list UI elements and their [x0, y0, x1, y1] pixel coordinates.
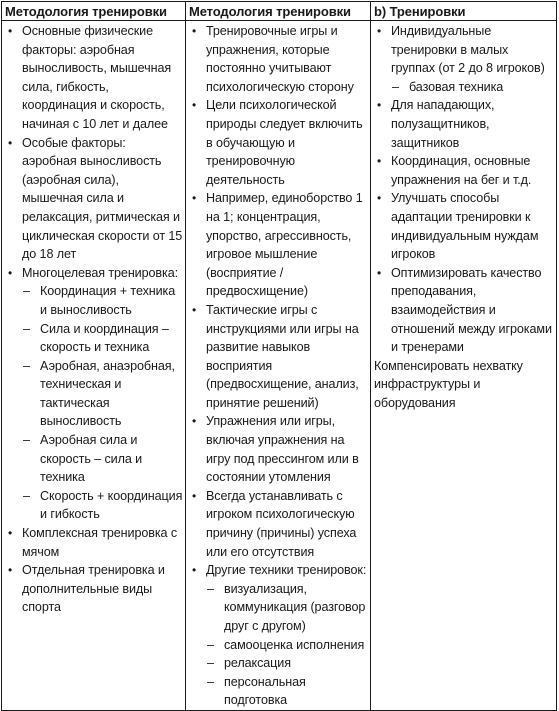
sub-list-item: – персональная подготовка: [186, 673, 368, 710]
item-list: [371, 21, 556, 412]
item-list: [2, 21, 185, 617]
list-item: • Для нападающих, полузащитников, защитников: [371, 96, 554, 152]
column-cell: [2, 21, 186, 711]
list-item: • Комплексная тренировка с мячом: [2, 524, 183, 561]
item-list: [186, 21, 370, 710]
list-item: • Например, единоборство 1 на 1; концентрация, упорство, агрессивность, игровое мышление (восприятие / предвосхищение): [186, 189, 368, 301]
column-cell: [185, 21, 370, 711]
sub-list-item: – Скорость + координация и гибкость: [2, 487, 183, 524]
sub-list-item: – самооценка исполнения: [186, 636, 368, 655]
training-methodology-table: [1, 1, 557, 711]
column-header: b) Тренировки: [370, 2, 556, 21]
list-item: • Улучшать способы адаптации тренировки к индивидуальным нуждам игроков: [371, 189, 554, 263]
list-item: • Индивидуальные тренировки в малых группах (от 2 до 8 игроков): [371, 22, 554, 78]
list-item: • Особые факторы: аэробная выносливость (аэробная сила), мышечная сила и релаксация, ритмическая и циклическая скорости от 15 до 18 лет: [2, 134, 183, 264]
table-body-row: [2, 21, 557, 711]
list-item: • Цели психологической природы следует включить в обучающую и тренировочную деятельность: [186, 96, 368, 189]
list-item: • Тактические игры с инструкциями или игры на развитие навыков восприятия (предвосхищение, анализ, принятие решений): [186, 301, 368, 413]
list-item: • Другие техники тренировок:: [186, 561, 368, 580]
list-item: • Отдельная тренировка и дополнительные виды спорта: [2, 561, 183, 617]
table-header-row: [2, 2, 557, 21]
sub-list-item: – Аэробная сила и скорость – сила и техника: [2, 431, 183, 487]
sub-list-item: – базовая техника: [371, 78, 554, 97]
list-item: • Многоцелевая тренировка:: [2, 264, 183, 283]
list-item: Компенсировать нехватку инфраструктуры и оборудования: [373, 358, 523, 410]
list-item: • Всегда устанавливать с игроком психологическую причину (причины) успеха или его отсутствия: [186, 487, 368, 561]
sub-list-item: – Аэробная, анаэробная, техническая и тактическая выносливость: [2, 357, 183, 431]
sub-list-item: – Сила и координация – скорость и техника: [2, 320, 183, 357]
sub-list-item: – релаксация: [186, 654, 368, 673]
list-item: • Упражнения или игры, включая упражнения на игру под прессингом или в состоянии утомления: [186, 412, 368, 486]
list-item: • Основные физические факторы: аэробная выносливость, мышечная сила, гибкость, координация и скорость, начиная с 10 лет и далее: [2, 22, 183, 134]
list-item: • Оптимизировать качество преподавания, взаимодействия и отношений между игроками и тренерами: [371, 264, 554, 357]
list-item: • Координация, основные упражнения на бег и т.д.: [371, 152, 554, 189]
column-cell: [370, 21, 556, 711]
column-header: Методология тренировки: [2, 2, 186, 21]
list-item: • Тренировочные игры и упражнения, которые постоянно учитывают психологическую сторону: [186, 22, 368, 96]
sub-list-item: – Координация + техника и выносливость: [2, 282, 183, 319]
column-header: Методология тренировки: [185, 2, 370, 21]
sub-list-item: – визуализация, коммуникация (разговор друг с другом): [186, 580, 368, 636]
